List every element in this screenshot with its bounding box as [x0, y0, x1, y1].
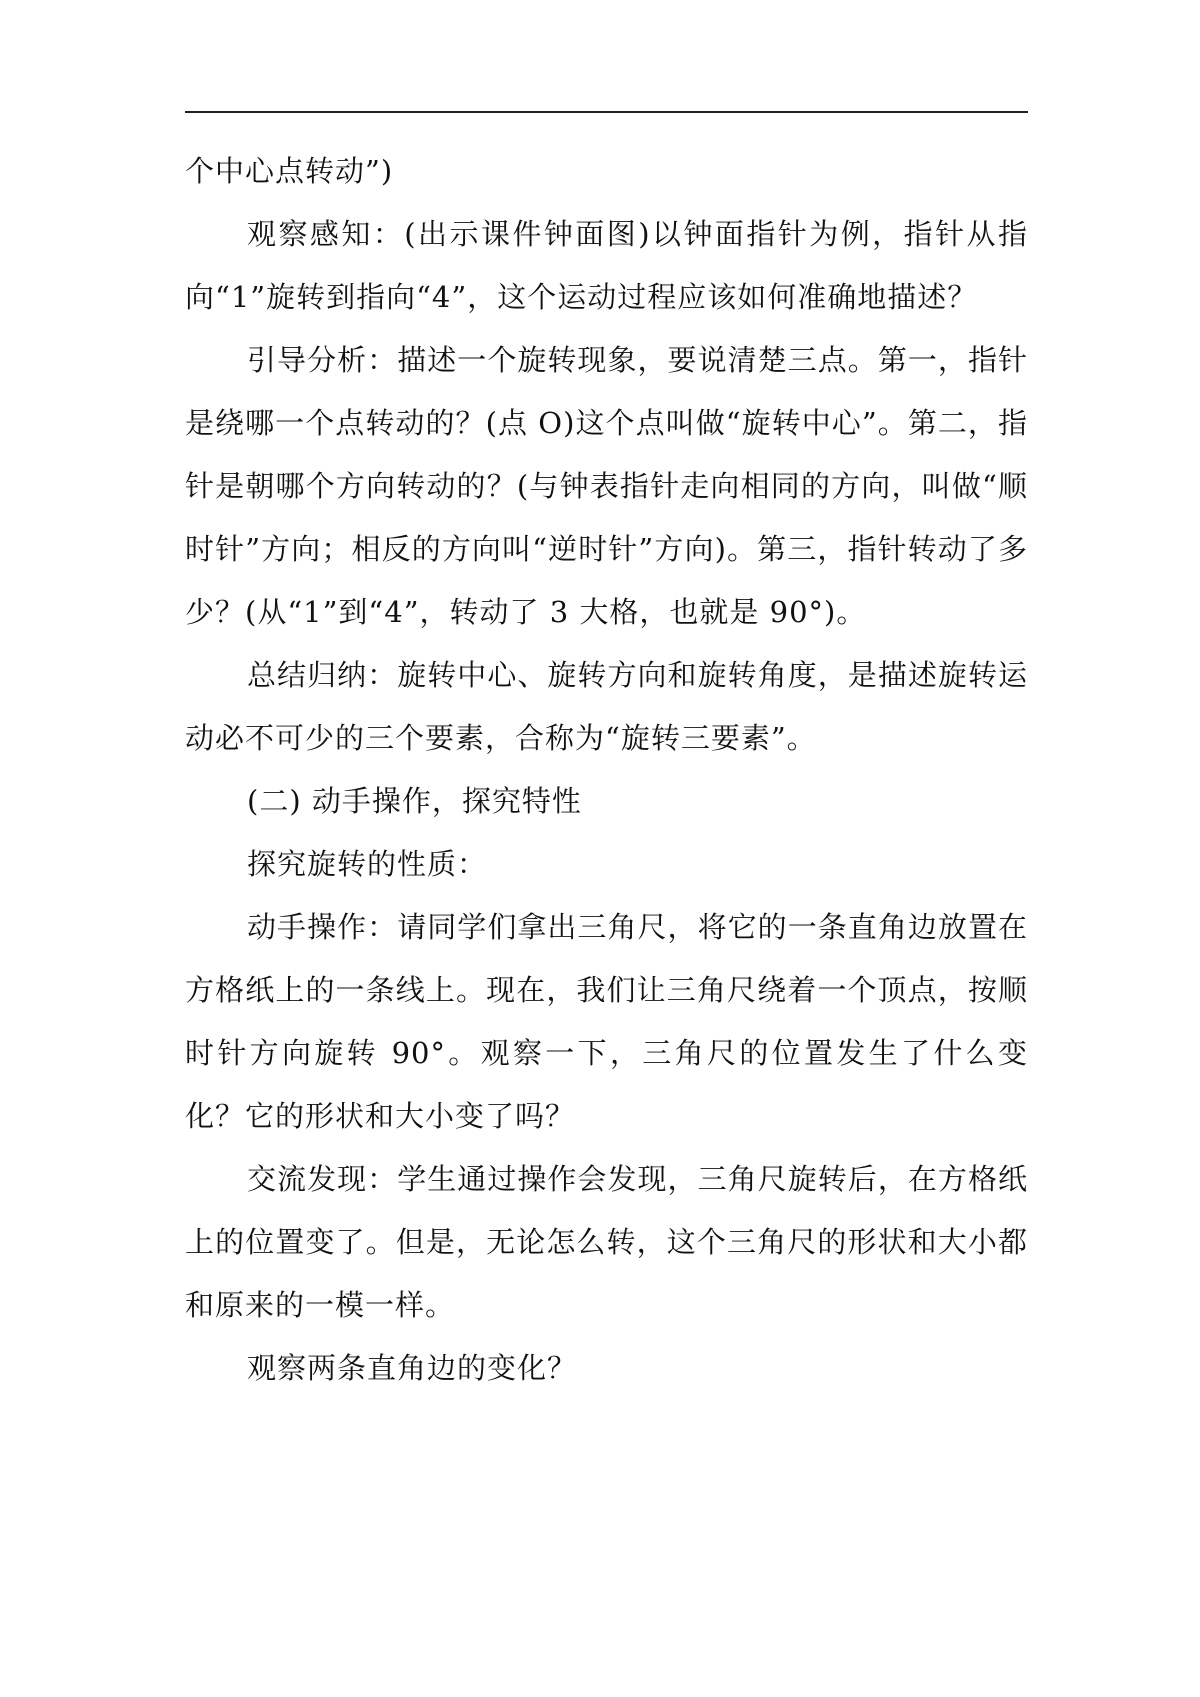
paragraph-guided-analysis: 引导分析：描述一个旋转现象，要说清楚三点。第一，指针是绕哪一个点转动的？(点 O)这个点叫做“旋转中心”。第二，指针是朝哪个方向转动的？(与钟表指针走向相同的方向，叫做“顺时针”方向；相反的方向叫“逆时针”方向)。第三，指针转动了多少？(从“1”到“4”，转动了 3 大格，也就是 90°)。 — [185, 343, 1028, 629]
paragraph-hands-on: 动手操作：请同学们拿出三角尺，将它的一条直角边放置在方格纸上的一条线上。现在，我们让三角尺绕着一个顶点，按顺时针方向旋转 90°。观察一下，三角尺的位置发生了什么变化？它的形状和大小变了吗？ — [185, 910, 1028, 1133]
section-heading: (二) 动手操作，探究特性 — [247, 784, 582, 818]
paragraph-observe: 观察感知：(出示课件钟面图)以钟面指针为例，指针从指向“1”旋转到指向“4”，这个运动过程应该如何准确地描述？ — [185, 217, 1028, 314]
paragraph-summary: 总结归纳：旋转中心、旋转方向和旋转角度，是描述旋转运动必不可少的三个要素，合称为“旋转三要素”。 — [185, 658, 1028, 755]
document-body — [185, 140, 1028, 1400]
paragraph-discussion: 交流发现：学生通过操作会发现，三角尺旋转后，在方格纸上的位置变了。但是，无论怎么转，这个三角尺的形状和大小都和原来的一模一样。 — [185, 1162, 1028, 1322]
paragraph-explore-property: 探究旋转的性质： — [247, 847, 488, 881]
paragraph-observe-edges: 观察两条直角边的变化？ — [247, 1351, 578, 1385]
header-rule — [185, 111, 1028, 113]
paragraph-continuation: 个中心点转动”) — [185, 154, 394, 188]
